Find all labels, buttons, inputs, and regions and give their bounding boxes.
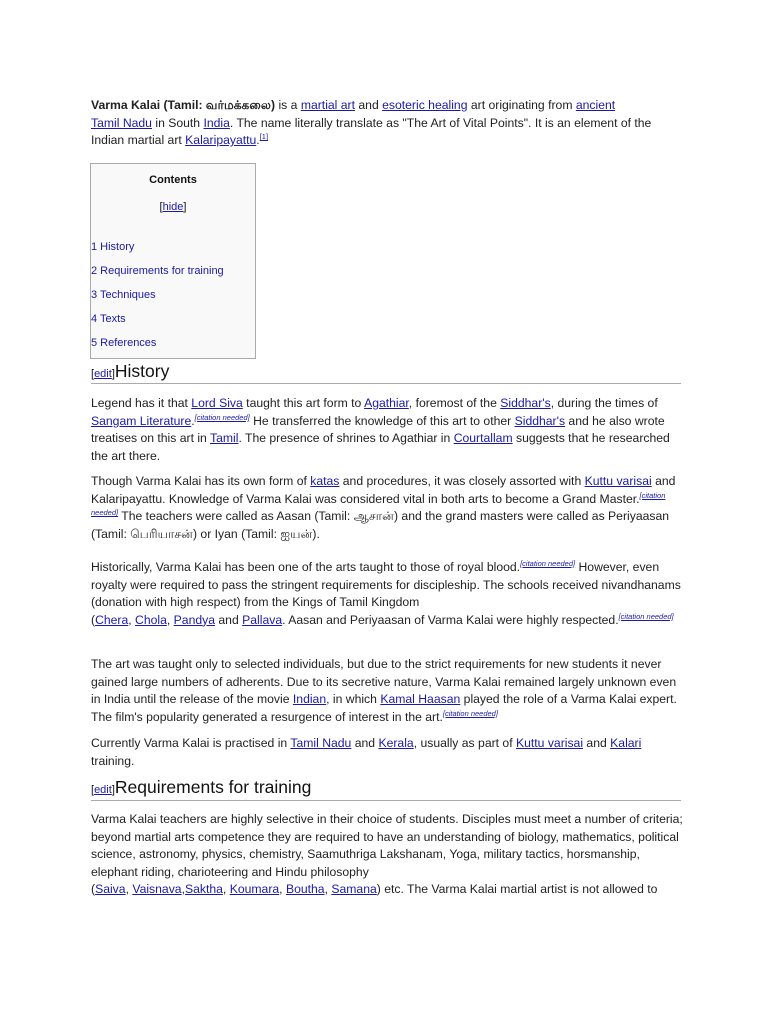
paragraph-text: and he also wrote treatises on this art in (91, 413, 665, 446)
link-chera[interactable]: Chera (95, 612, 129, 627)
link-katas[interactable]: katas (310, 474, 340, 488)
link-boutha[interactable]: Boutha (285, 882, 325, 897)
link-chola[interactable]: Chola (135, 612, 167, 627)
citation-needed-link[interactable]: [citation needed] (194, 412, 250, 422)
intro-text: . The name literally translate as "The Art of Vital Points". It is an element of the Indian martial art (91, 115, 652, 148)
link-tamil-nadu[interactable]: Tamil Nadu (91, 115, 152, 130)
paragraph-text: Though Varma Kalai has its own form of (91, 474, 311, 488)
paragraph-text: He transferred the knowledge of this art to other (249, 413, 515, 428)
paragraph-text: Historically, Varma Kalai has been one of the arts taught to those of royal blood. (91, 560, 521, 574)
link-koumara[interactable]: Koumara (229, 882, 280, 897)
link-pandya[interactable]: Pandya (173, 612, 216, 627)
heading-history (91, 360, 681, 384)
link-saiva[interactable]: Saiva (95, 882, 126, 897)
link-martial-art[interactable]: martial art (300, 98, 355, 112)
history-paragraph-2 (91, 473, 683, 543)
paragraph-text: , (181, 882, 185, 897)
intro-text: art originating from (467, 98, 576, 112)
heading-requirements (91, 776, 681, 801)
edit-link[interactable]: edit (94, 784, 112, 796)
link-ancient[interactable]: ancient (575, 98, 616, 112)
history-paragraph-5 (91, 735, 683, 770)
paragraph-text: , (222, 882, 230, 897)
paragraph-text: Legend has it that (91, 396, 192, 410)
link-esoteric-healing[interactable]: esoteric healing (382, 98, 468, 112)
paragraph-text: , (166, 612, 174, 627)
paragraph-text: , (279, 882, 286, 897)
intro-text: and (355, 98, 383, 112)
paragraph-text: ( (91, 612, 96, 627)
citation-needed-link[interactable]: [citation needed] (442, 708, 498, 718)
paragraph-text: , (125, 882, 133, 897)
paragraph-text: and (215, 612, 243, 627)
toc-hide-link[interactable]: hide (162, 201, 184, 213)
paragraph-text: The teachers were called as Aasan (Tamil: ஆசான்) and the grand masters were called as Periyaasan (Tamil: பெரியாசன்) or Iyan (Tamil: ஐயன்). (91, 509, 670, 541)
paragraph-text: However, even royalty were required to pass the stringent requirements for discipleship. The schools received nivandhanams (donation with high respect) from the Kings of Tamil Kingdom (91, 560, 681, 610)
edit-section (91, 368, 115, 380)
paragraph-text: suggests that he researched the art there. (91, 431, 670, 463)
intro-paragraph (91, 97, 683, 150)
link-kalari[interactable]: Kalari (610, 736, 642, 750)
article-term: Varma Kalai (Tamil: வர்மக்கலை) (91, 98, 276, 112)
requirements-paragraph-1 (91, 811, 683, 899)
link-samana[interactable]: Samana (331, 882, 377, 897)
link-agathiar[interactable]: Agathiar (364, 396, 409, 410)
toc-title: Contents (149, 174, 197, 186)
paragraph-text: taught this art form to (242, 396, 365, 410)
link-lord-siva[interactable]: Lord Siva (191, 396, 243, 410)
link-courtallam[interactable]: Courtallam (453, 431, 513, 446)
table-of-contents (90, 163, 256, 359)
link-saktha[interactable]: Saktha (184, 882, 223, 897)
bracket: ] (111, 784, 115, 796)
reference-link[interactable]: [1] (259, 132, 269, 142)
paragraph-text: played the role of a Varma Kalai expert. The film's popularity generated a resurgence of interest in the art. (91, 692, 677, 724)
link-kuttu-varisai[interactable]: Kuttu varisai (584, 474, 652, 488)
link-vaisnava[interactable]: Vaisnava (132, 882, 182, 897)
bracket: [ (159, 201, 163, 213)
paragraph-text: ) etc. The Varma Kalai martial artist is not allowed to (376, 882, 658, 897)
paragraph-text: The art was taught only to selected individuals, but due to the strict requirements for new students it never gained large numbers of adherents. Due to its secretive nature, Varma Kalai remained largely unknown even in India until the release of the movie (91, 657, 677, 707)
paragraph-text: Varma Kalai teachers are highly selective in their choice of students. Disciples must meet a number of criteria; beyond martial arts competence they are required to have an understanding of biology, mathematics, political science, astronomy, physics, chemistry, Saamuthriga Lakshanam, Yoga, military tactics, horsmanship, elephant riding, charioteering and Hindu philosophy (91, 812, 683, 879)
paragraph-text: , during the times of (550, 396, 658, 410)
history-paragraph-4 (91, 656, 683, 726)
section-title: Requirements for training (114, 777, 312, 797)
bracket: [ (91, 784, 95, 796)
toc-item-techniques[interactable]: 3 Techniques (91, 289, 156, 301)
link-sangam-literature[interactable]: Sangam Literature (91, 413, 192, 428)
paragraph-text: and Kalaripayattu. Knowledge of Varma Kalai was considered vital in both arts to become a Grand Master. (91, 474, 676, 506)
link-kalaripayattu[interactable]: Kalaripayattu (185, 133, 257, 148)
citation-needed-link[interactable]: [citation needed] (618, 611, 674, 621)
link-siddhars[interactable]: Siddhar's (514, 413, 566, 428)
history-paragraph-3 (91, 559, 683, 629)
link-kamal-haasan[interactable]: Kamal Haasan (380, 692, 461, 707)
paragraph-text: training. (91, 753, 135, 768)
toc-item-requirements[interactable]: 2 Requirements for training (91, 265, 224, 277)
link-kerala[interactable]: Kerala (378, 736, 414, 750)
bracket: ] (183, 201, 187, 213)
toc-hide-toggle (91, 201, 255, 213)
paragraph-text: , in which (326, 692, 381, 707)
bracket: [ (91, 368, 95, 380)
toc-item-history[interactable]: 1 History (91, 241, 135, 253)
paragraph-text: , usually as part of (413, 736, 516, 750)
edit-link[interactable]: edit (94, 368, 112, 380)
section-title: History (114, 361, 170, 381)
link-siddhars[interactable]: Siddhar's (500, 396, 551, 410)
paragraph-text: , (128, 612, 136, 627)
paragraph-text: ( (91, 882, 96, 897)
citation-needed-link[interactable]: [citation needed] (91, 490, 666, 518)
toc-item-texts[interactable]: 4 Texts (91, 313, 126, 325)
link-pallava[interactable]: Pallava (242, 612, 283, 627)
paragraph-text: and (351, 736, 379, 750)
citation-needed-link[interactable]: [citation needed] (520, 559, 576, 568)
intro-text: . (256, 133, 260, 148)
link-tamil[interactable]: Tamil (210, 431, 239, 446)
toc-item-references[interactable]: 5 References (91, 337, 157, 349)
link-indian-movie[interactable]: Indian (292, 692, 327, 707)
intro-text: in South (151, 115, 204, 130)
paragraph-text: , (324, 882, 332, 897)
paragraph-text: , foremost of the (408, 396, 501, 410)
bracket: ] (111, 368, 115, 380)
paragraph-text: . (191, 413, 195, 428)
paragraph-text: Currently Varma Kalai is practised in (91, 736, 291, 750)
link-india[interactable]: India (203, 115, 230, 130)
link-tamil-nadu[interactable]: Tamil Nadu (290, 736, 352, 750)
edit-section (91, 784, 115, 796)
paragraph-text: . Aasan and Periyaasan of Varma Kalai were highly respected. (282, 612, 619, 627)
link-kuttu-varisai[interactable]: Kuttu varisai (515, 736, 584, 750)
intro-text: is a (275, 98, 301, 112)
paragraph-text: and (583, 736, 611, 750)
paragraph-text: . The presence of shrines to Agathiar in (238, 431, 454, 446)
paragraph-text: and procedures, it was closely assorted with (339, 474, 585, 488)
history-paragraph-1 (91, 395, 683, 465)
